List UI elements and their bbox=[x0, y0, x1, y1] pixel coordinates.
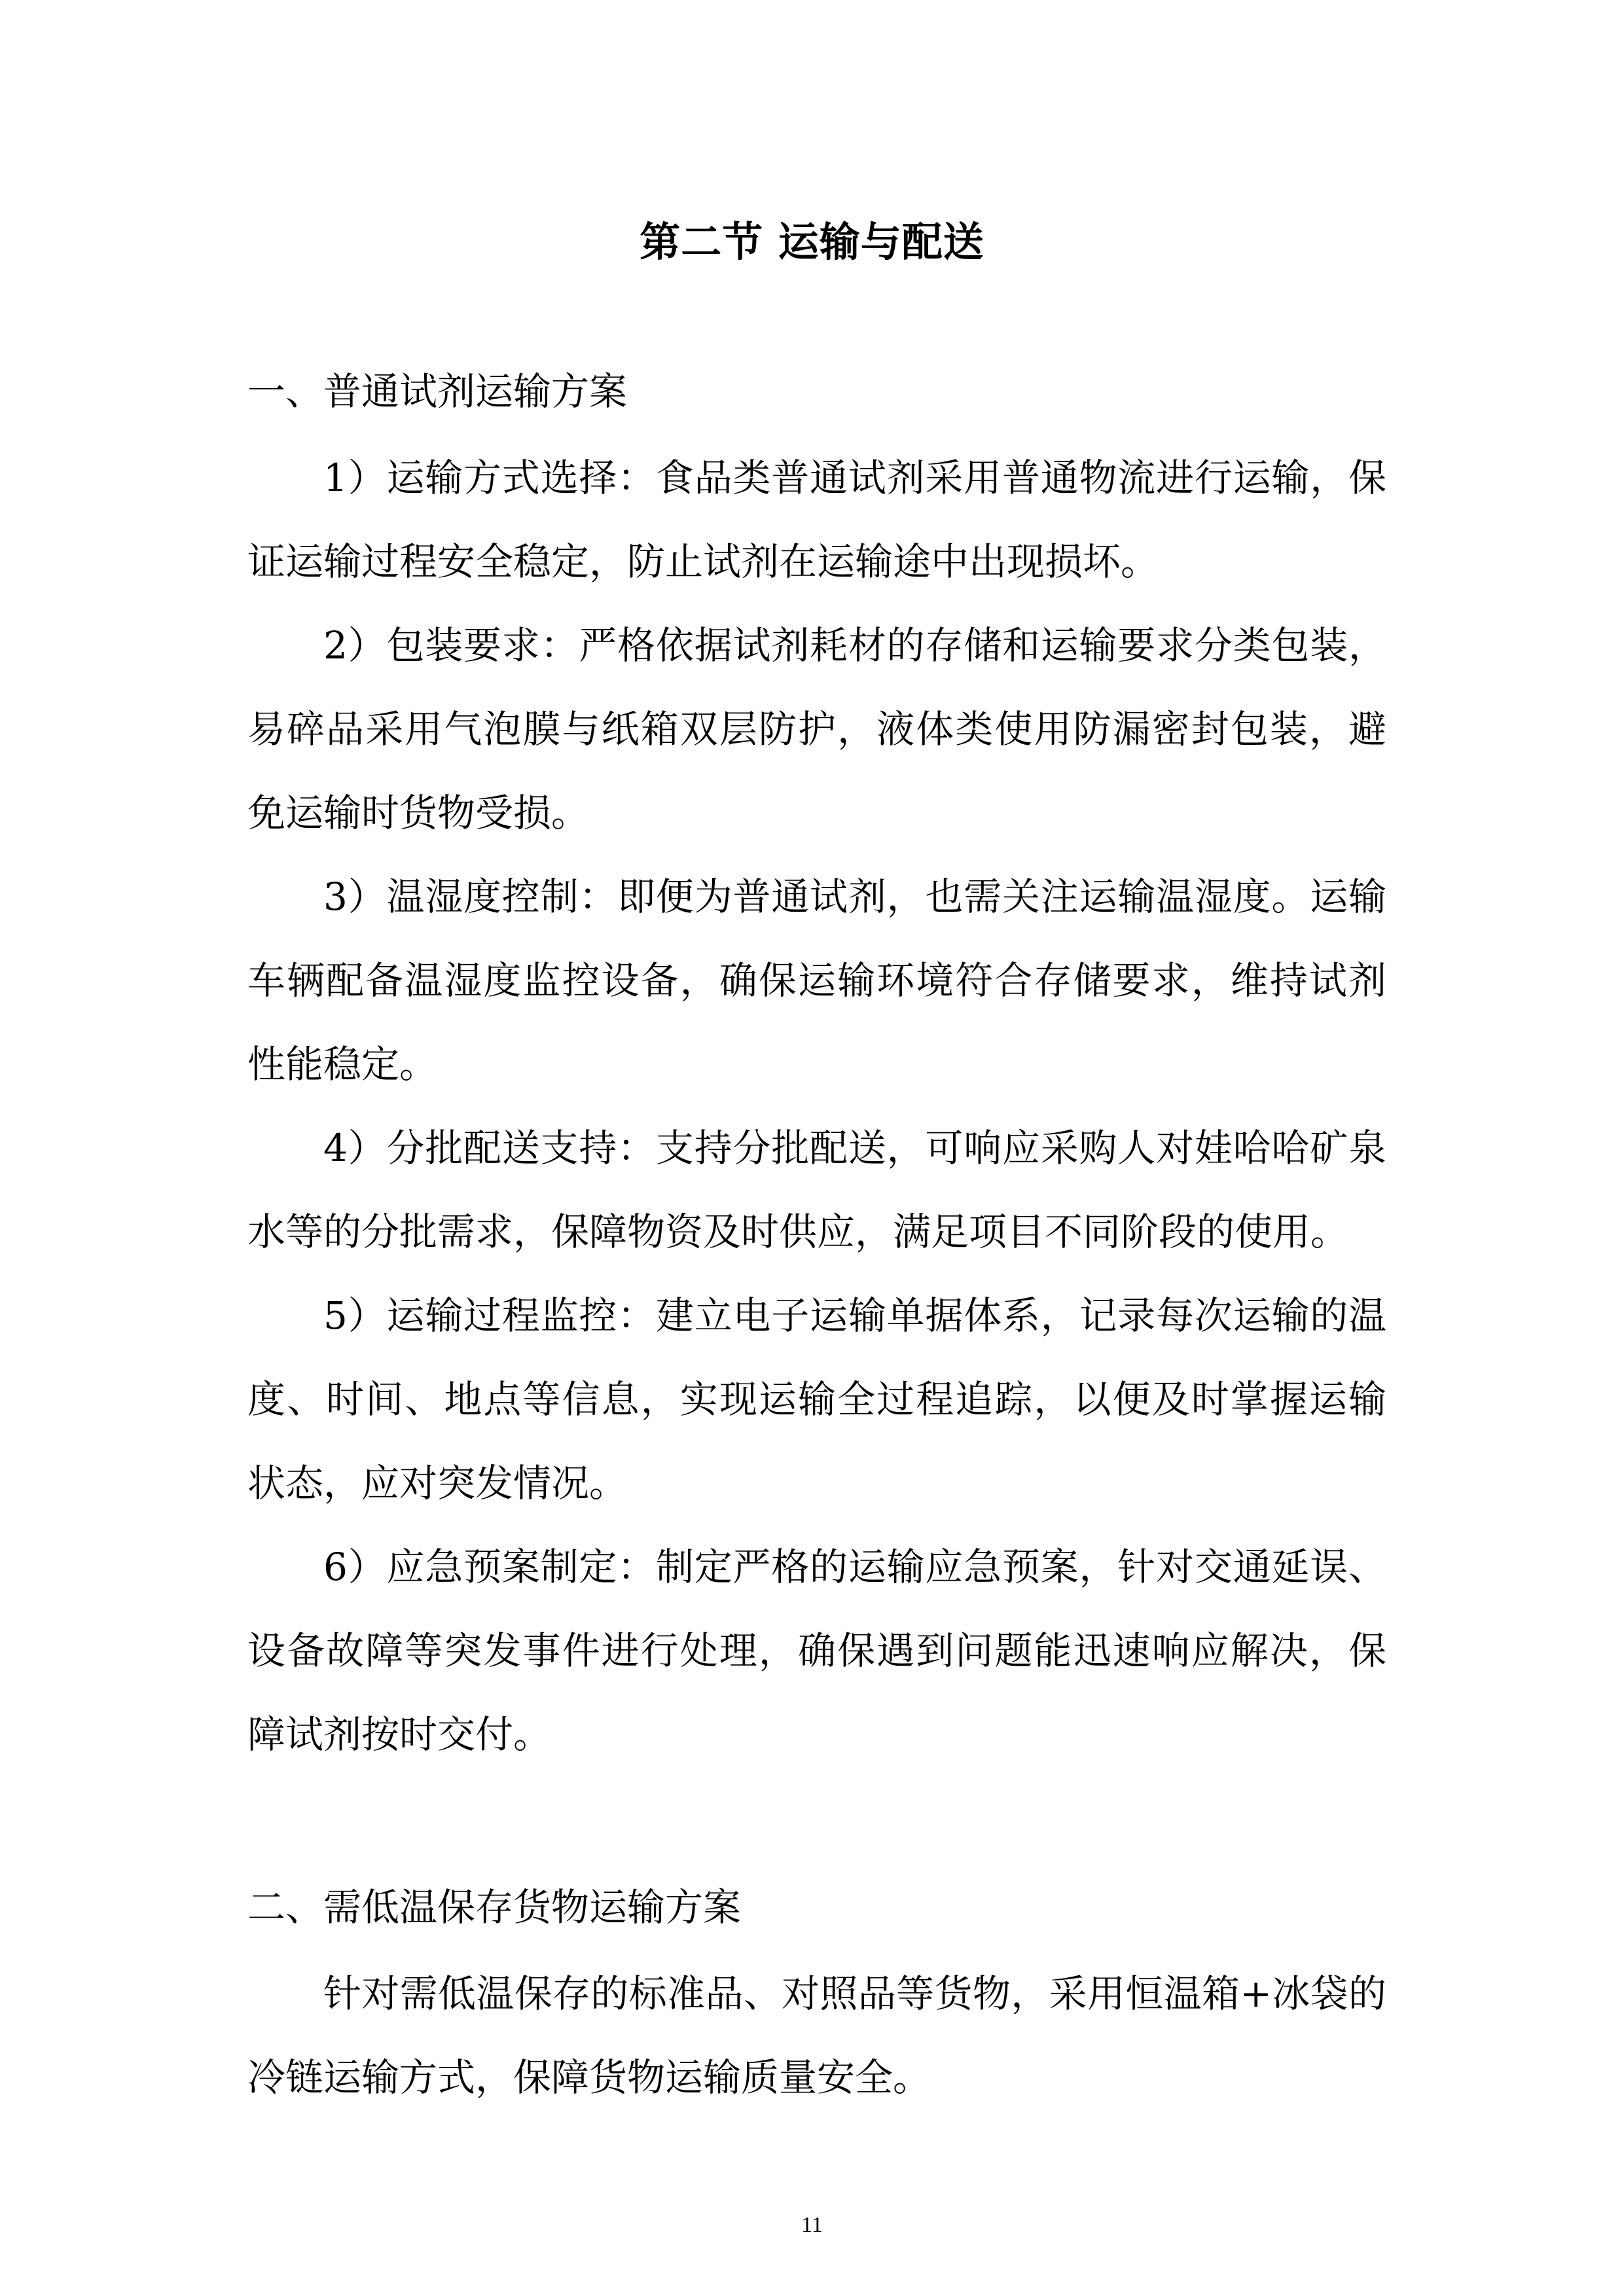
text-line: 4）分批配送支持：支持分批配送，可响应采购人对娃哈哈矿泉 bbox=[323, 1126, 1386, 1170]
text-line: 针对需低温保存的标准品、对照品等货物，采用恒温箱+冰袋的 bbox=[323, 1971, 1386, 2016]
text-line: 性能稳定。 bbox=[247, 1042, 438, 1086]
item-6-paragraph bbox=[247, 1525, 1386, 1776]
text-line: 6）应急预案制定：制定严格的运输应急预案，针对交通延误、 bbox=[323, 1545, 1386, 1589]
text-line: 障试剂按时交付。 bbox=[247, 1712, 552, 1757]
item-1-paragraph bbox=[247, 436, 1386, 603]
text-line: 免运输时货物受损。 bbox=[247, 791, 590, 835]
text-line: 1）运输方式选择：食品类普通试剂采用普通物流进行运输，保 bbox=[323, 456, 1386, 500]
item-2-paragraph bbox=[247, 603, 1386, 855]
text-line: 冷链运输方式，保障货物运输质量安全。 bbox=[247, 2055, 931, 2100]
page-number: 11 bbox=[801, 2213, 823, 2237]
text-line: 车辆配备温湿度监控设备，确保运输环境符合存储要求，维持试剂 bbox=[247, 958, 1386, 1003]
text-line: 3）温湿度控制：即便为普通试剂，也需关注运输温湿度。运输 bbox=[323, 874, 1386, 919]
item-3-paragraph bbox=[247, 855, 1386, 1106]
section-2-heading: 二、需低温保存货物运输方案 bbox=[247, 1885, 742, 1929]
section-2-paragraph bbox=[247, 1952, 1386, 2119]
text-line: 水等的分批需求，保障物资及时供应，满足项目不同阶段的使用。 bbox=[247, 1210, 1349, 1254]
text-line: 易碎品采用气泡膜与纸箱双层防护，液体类使用防漏密封包装，避 bbox=[247, 707, 1386, 751]
text-line: 证运输过程安全稳定，防止试剂在运输途中出现损坏。 bbox=[247, 539, 1159, 584]
item-4-paragraph bbox=[247, 1106, 1386, 1274]
text-line: 2）包装要求：严格依据试剂耗材的存储和运输要求分类包装， bbox=[323, 623, 1386, 668]
section-title: 第二节 运输与配送 bbox=[640, 218, 984, 266]
text-line: 设备故障等突发事件进行处理，确保遇到问题能迅速响应解决，保 bbox=[247, 1628, 1386, 1673]
text-line: 5）运输过程监控：建立电子运输单据体系，记录每次运输的温 bbox=[323, 1293, 1386, 1338]
item-5-paragraph bbox=[247, 1274, 1386, 1525]
text-line: 状态，应对突发情况。 bbox=[247, 1461, 628, 1505]
text-line: 度、时间、地点等信息，实现运输全过程追踪，以便及时掌握运输 bbox=[247, 1377, 1386, 1422]
section-1-heading: 一、普通试剂运输方案 bbox=[247, 369, 628, 414]
